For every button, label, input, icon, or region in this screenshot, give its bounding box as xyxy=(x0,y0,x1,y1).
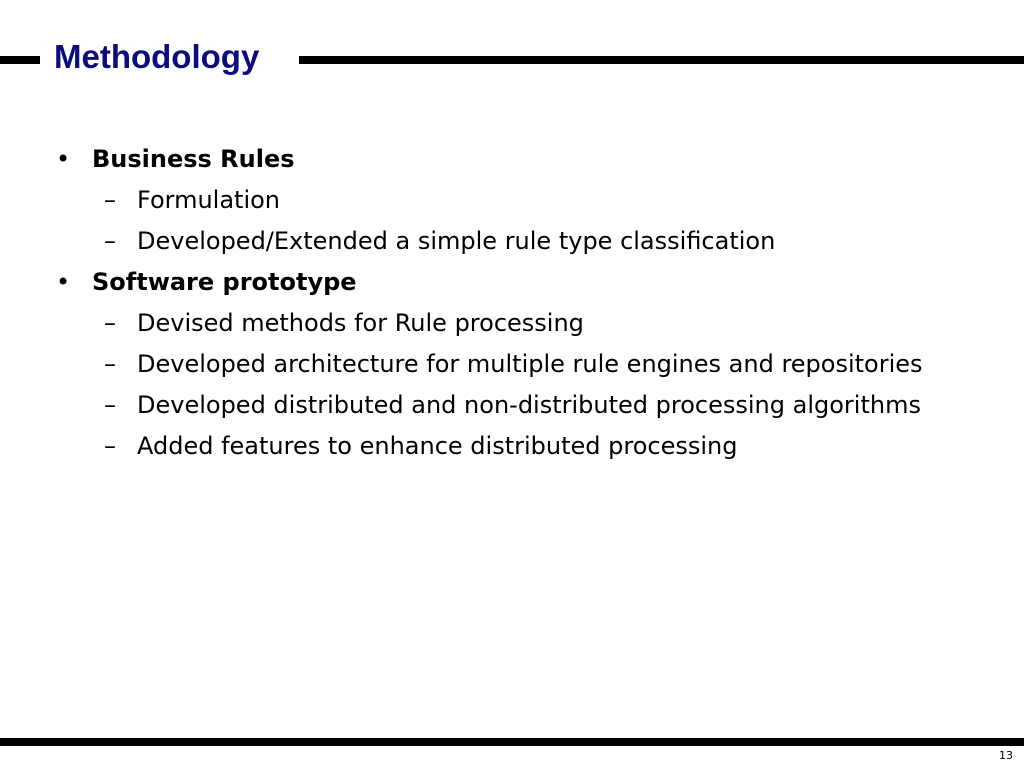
bullet-text: Software prototype xyxy=(92,268,357,296)
bullet-marker: • xyxy=(56,145,71,173)
bullet-text: Business Rules xyxy=(92,145,295,173)
page-number: 13 xyxy=(999,749,1013,762)
dash-marker: – xyxy=(104,309,116,337)
sub-item-text: Developed/Extended a simple rule type classification xyxy=(137,227,776,255)
title-rule-left xyxy=(0,56,40,64)
footer-rule xyxy=(0,738,1024,746)
sub-item-text: Devised methods for Rule processing xyxy=(137,309,584,337)
dash-marker: – xyxy=(104,391,116,419)
sub-item-text: Formulation xyxy=(137,186,281,214)
sub-item-text: Developed architecture for multiple rule engines and repositories xyxy=(137,350,923,378)
sub-item-text: Added features to enhance distributed processing xyxy=(137,432,738,460)
dash-marker: – xyxy=(104,227,116,255)
bullet-marker: • xyxy=(56,268,71,296)
dash-marker: – xyxy=(104,350,116,378)
dash-marker: – xyxy=(104,186,116,214)
title-rule-right xyxy=(299,56,1024,64)
slide-title: Methodology xyxy=(54,38,260,75)
dash-marker: – xyxy=(104,432,116,460)
sub-item-text: Developed distributed and non-distributed processing algorithms xyxy=(137,391,921,419)
